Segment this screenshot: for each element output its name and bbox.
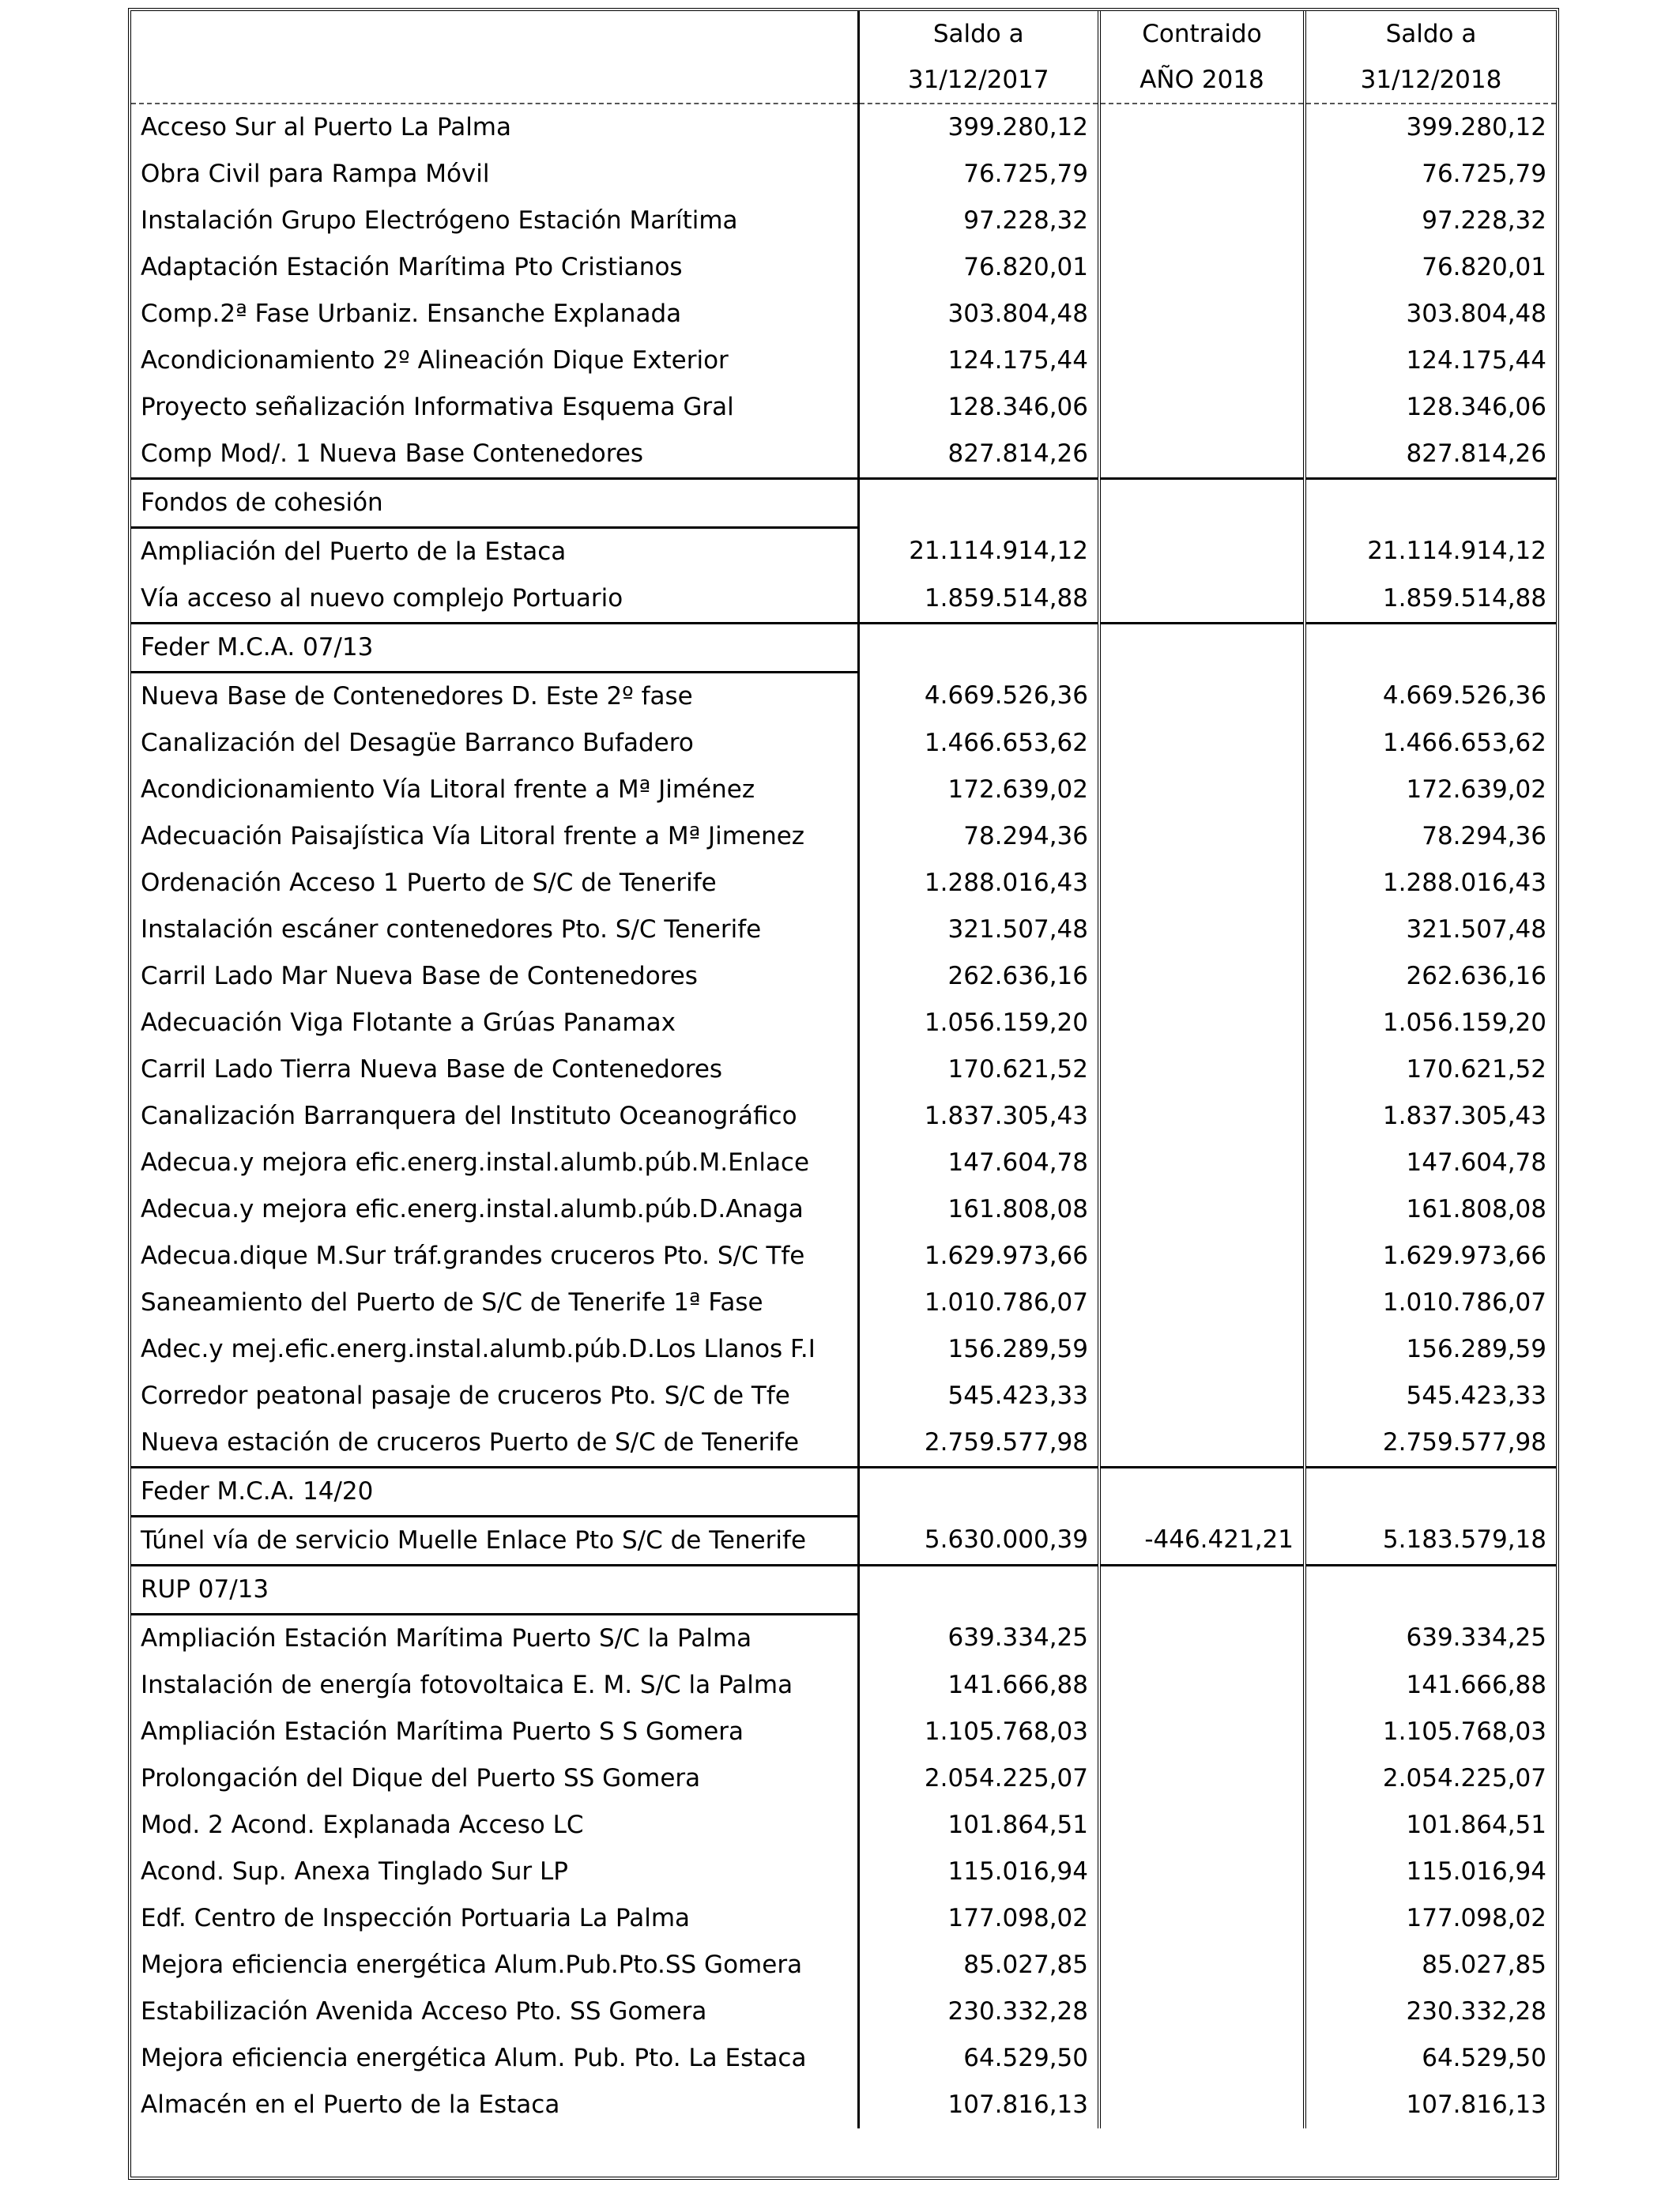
- table-row: [131, 673, 1556, 721]
- row-saldo-2018: 1.288.016,43: [1382, 868, 1546, 897]
- section-title: Feder M.C.A. 14/20: [131, 1468, 858, 1517]
- row-saldo-2017: 5.630.000,39: [858, 1517, 1099, 1566]
- row-saldo-2017: 321.507,48: [858, 907, 1099, 953]
- row-contraido-2018: -446.421,21: [1099, 1517, 1305, 1566]
- table-row: [131, 953, 1556, 1000]
- table-row: [131, 720, 1556, 767]
- section-empty-cell: [1305, 479, 1556, 528]
- row-saldo-2018: 827.814,26: [1406, 439, 1546, 468]
- header-contraido: [1099, 11, 1305, 104]
- row-name: Nueva estación de cruceros Puerto de S/C de Tenerife: [131, 1419, 858, 1468]
- row-contraido-2018: [1099, 1895, 1305, 1942]
- row-saldo-2018: 2.054.225,07: [1382, 1763, 1546, 1793]
- row-name: Comp.2ª Fase Urbaniz. Ensanche Explanada: [131, 291, 858, 337]
- row-saldo-2018: 1.859.514,88: [1382, 583, 1546, 613]
- row-contraido-2018: [1099, 384, 1305, 431]
- table-row: [131, 1849, 1556, 1895]
- row-saldo-2018: 1.466.653,62: [1382, 728, 1546, 757]
- row-saldo-2017: 1.837.305,43: [858, 1093, 1099, 1140]
- row-saldo-2018: 85.027,85: [1422, 1950, 1546, 1979]
- table-row: [131, 1517, 1556, 1566]
- row-saldo-2017: 2.054.225,07: [858, 1755, 1099, 1802]
- row-contraido-2018: [1099, 673, 1305, 721]
- table-row: [131, 244, 1556, 291]
- row-saldo-2018: 1.837.305,43: [1382, 1101, 1546, 1130]
- row-contraido-2018: [1099, 575, 1305, 624]
- table-row: [131, 1802, 1556, 1849]
- row-name: Adecuación Viga Flotante a Grúas Panamax: [131, 1000, 858, 1046]
- row-saldo-2017: 101.864,51: [858, 1802, 1099, 1849]
- table-row: [131, 907, 1556, 953]
- row-name: Edf. Centro de Inspección Portuaria La Palma: [131, 1895, 858, 1942]
- row-contraido-2018: [1099, 244, 1305, 291]
- row-name: Instalación de energía fotovoltaica E. M. S/C la Palma: [131, 1662, 858, 1709]
- row-saldo-2017: 1.859.514,88: [858, 575, 1099, 624]
- row-saldo-2018: 107.816,13: [1406, 2090, 1546, 2119]
- table-row: [131, 575, 1556, 624]
- row-name: Nueva Base de Contenedores D. Este 2º fase: [131, 673, 858, 721]
- row-name: Adec.y mej.efic.energ.instal.alumb.púb.D.Los Llanos F.I: [131, 1326, 858, 1373]
- table-row: [131, 813, 1556, 860]
- table-row: [131, 860, 1556, 907]
- row-saldo-2018: 262.636,16: [1406, 961, 1546, 990]
- row-contraido-2018: [1099, 151, 1305, 198]
- row-saldo-2018: 1.010.786,07: [1382, 1287, 1546, 1317]
- row-contraido-2018: [1099, 720, 1305, 767]
- header-saldo-2018: [1305, 11, 1556, 104]
- table-row: [131, 1186, 1556, 1233]
- row-saldo-2017: 124.175,44: [858, 337, 1099, 384]
- table-row: [131, 1942, 1556, 1989]
- row-name: Acondicionamiento 2º Alineación Dique Exterior: [131, 337, 858, 384]
- row-contraido-2018: [1099, 767, 1305, 813]
- row-saldo-2017: 78.294,36: [858, 813, 1099, 860]
- row-saldo-2018: 156.289,59: [1406, 1334, 1546, 1363]
- row-saldo-2018: 170.621,52: [1406, 1054, 1546, 1084]
- row-saldo-2017: 128.346,06: [858, 384, 1099, 431]
- row-name: Adecuación Paisajística Vía Litoral frente a Mª Jimenez: [131, 813, 858, 860]
- row-saldo-2018: 230.332,28: [1406, 1996, 1546, 2026]
- table-row: [131, 1093, 1556, 1140]
- table-row: [131, 104, 1556, 151]
- table-row: [131, 528, 1556, 576]
- row-contraido-2018: [1099, 104, 1305, 151]
- row-name: Adecua.y mejora efic.energ.instal.alumb.púb.D.Anaga: [131, 1186, 858, 1233]
- row-contraido-2018: [1099, 2082, 1305, 2128]
- section-empty-cell: [858, 1566, 1099, 1615]
- row-contraido-2018: [1099, 1280, 1305, 1326]
- row-contraido-2018: [1099, 1186, 1305, 1233]
- table-row: [131, 431, 1556, 479]
- row-saldo-2018: 21.114.914,12: [1367, 536, 1546, 565]
- row-saldo-2018: 64.529,50: [1422, 2043, 1546, 2072]
- row-saldo-2018: 147.604,78: [1406, 1148, 1546, 1177]
- row-name: Carril Lado Mar Nueva Base de Contenedores: [131, 953, 858, 1000]
- row-saldo-2017: 76.725,79: [858, 151, 1099, 198]
- row-saldo-2018: 5.183.579,18: [1382, 1525, 1546, 1554]
- table-row: [131, 1989, 1556, 2035]
- row-name: Instalación escáner contenedores Pto. S/C Tenerife: [131, 907, 858, 953]
- row-saldo-2017: 827.814,26: [858, 431, 1099, 479]
- row-contraido-2018: [1099, 1326, 1305, 1373]
- row-contraido-2018: [1099, 198, 1305, 244]
- row-saldo-2017: 141.666,88: [858, 1662, 1099, 1709]
- table-row: [131, 1419, 1556, 1468]
- row-contraido-2018: [1099, 1615, 1305, 1663]
- header-saldo-2018-line1: Saldo a: [1385, 20, 1477, 48]
- row-name: Acond. Sup. Anexa Tinglado Sur LP: [131, 1849, 858, 1895]
- row-saldo-2018: 78.294,36: [1422, 821, 1546, 850]
- row-name: Canalización Barranquera del Instituto Oceanográfico: [131, 1093, 858, 1140]
- table-row: [131, 291, 1556, 337]
- table-row: [131, 1326, 1556, 1373]
- row-saldo-2018: 545.423,33: [1406, 1381, 1546, 1410]
- section-empty-cell: [1305, 1566, 1556, 1615]
- section-empty-cell: [1305, 1468, 1556, 1517]
- row-name: Almacén en el Puerto de la Estaca: [131, 2082, 858, 2128]
- row-name: Corredor peatonal pasaje de cruceros Pto. S/C de Tfe: [131, 1373, 858, 1419]
- row-name: Acondicionamiento Vía Litoral frente a Mª Jiménez: [131, 767, 858, 813]
- row-contraido-2018: [1099, 1093, 1305, 1140]
- row-contraido-2018: [1099, 813, 1305, 860]
- section-empty-cell: [1305, 624, 1556, 673]
- row-saldo-2017: 172.639,02: [858, 767, 1099, 813]
- section-empty-cell: [858, 1468, 1099, 1517]
- row-name: Adecua.y mejora efic.energ.instal.alumb.púb.M.Enlace: [131, 1140, 858, 1186]
- row-saldo-2018: 4.669.526,36: [1382, 680, 1546, 710]
- header-saldo-2017-line1: Saldo a: [932, 20, 1024, 48]
- section-header-row: [131, 479, 1556, 528]
- row-name: Canalización del Desagüe Barranco Bufadero: [131, 720, 858, 767]
- row-saldo-2018: 321.507,48: [1406, 914, 1546, 944]
- row-name: Estabilización Avenida Acceso Pto. SS Gomera: [131, 1989, 858, 2035]
- header-blank: [131, 11, 858, 104]
- row-name: Ordenación Acceso 1 Puerto de S/C de Tenerife: [131, 860, 858, 907]
- row-name: Saneamiento del Puerto de S/C de Tenerife 1ª Fase: [131, 1280, 858, 1326]
- row-saldo-2017: 115.016,94: [858, 1849, 1099, 1895]
- row-name: Adaptación Estación Marítima Pto Cristianos: [131, 244, 858, 291]
- row-contraido-2018: [1099, 1942, 1305, 1989]
- row-saldo-2018: 639.334,25: [1406, 1623, 1546, 1652]
- row-name: Vía acceso al nuevo complejo Portuario: [131, 575, 858, 624]
- row-name: Mod. 2 Acond. Explanada Acceso LC: [131, 1802, 858, 1849]
- header-contraido-line2: AÑO 2018: [1139, 66, 1264, 94]
- row-saldo-2018: 2.759.577,98: [1382, 1427, 1546, 1457]
- header-saldo-2018-line2: 31/12/2018: [1360, 66, 1502, 94]
- row-contraido-2018: [1099, 1140, 1305, 1186]
- row-saldo-2018: 141.666,88: [1406, 1670, 1546, 1699]
- row-saldo-2017: 399.280,12: [858, 104, 1099, 151]
- table-row: [131, 1046, 1556, 1093]
- row-saldo-2018: 1.629.973,66: [1382, 1241, 1546, 1270]
- table-row: [131, 1709, 1556, 1755]
- row-saldo-2017: 85.027,85: [858, 1942, 1099, 1989]
- row-saldo-2017: 97.228,32: [858, 198, 1099, 244]
- row-contraido-2018: [1099, 2035, 1305, 2082]
- row-name: Ampliación Estación Marítima Puerto S S Gomera: [131, 1709, 858, 1755]
- table-row: [131, 1233, 1556, 1280]
- table-row: [131, 1615, 1556, 1663]
- row-saldo-2017: 1.056.159,20: [858, 1000, 1099, 1046]
- section-title: Fondos de cohesión: [131, 479, 858, 528]
- row-saldo-2018: 1.105.768,03: [1382, 1717, 1546, 1746]
- row-saldo-2018: 172.639,02: [1406, 775, 1546, 804]
- row-contraido-2018: [1099, 1662, 1305, 1709]
- row-saldo-2017: 107.816,13: [858, 2082, 1099, 2128]
- table-row: [131, 198, 1556, 244]
- row-saldo-2017: 156.289,59: [858, 1326, 1099, 1373]
- row-contraido-2018: [1099, 1419, 1305, 1468]
- row-contraido-2018: [1099, 337, 1305, 384]
- row-saldo-2017: 4.669.526,36: [858, 673, 1099, 721]
- row-name: Comp Mod/. 1 Nueva Base Contenedores: [131, 431, 858, 479]
- row-name: Obra Civil para Rampa Móvil: [131, 151, 858, 198]
- table-row: [131, 2082, 1556, 2128]
- row-saldo-2017: 1.105.768,03: [858, 1709, 1099, 1755]
- row-saldo-2017: 303.804,48: [858, 291, 1099, 337]
- row-saldo-2018: 128.346,06: [1406, 392, 1546, 421]
- row-contraido-2018: [1099, 528, 1305, 576]
- row-contraido-2018: [1099, 1000, 1305, 1046]
- section-header-row: [131, 1468, 1556, 1517]
- row-name: Carril Lado Tierra Nueva Base de Contenedores: [131, 1046, 858, 1093]
- row-name: Ampliación del Puerto de la Estaca: [131, 528, 858, 576]
- row-name: Proyecto señalización Informativa Esquema Gral: [131, 384, 858, 431]
- row-saldo-2017: 639.334,25: [858, 1615, 1099, 1663]
- table-row: [131, 1895, 1556, 1942]
- row-saldo-2017: 170.621,52: [858, 1046, 1099, 1093]
- header-saldo-2017: [858, 11, 1099, 104]
- table-row: [131, 1000, 1556, 1046]
- row-saldo-2018: 303.804,48: [1406, 299, 1546, 328]
- row-saldo-2017: 230.332,28: [858, 1989, 1099, 2035]
- row-contraido-2018: [1099, 1989, 1305, 2035]
- row-name: Mejora eficiencia energética Alum.Pub.Pto.SS Gomera: [131, 1942, 858, 1989]
- row-name: Acceso Sur al Puerto La Palma: [131, 104, 858, 151]
- row-saldo-2017: 147.604,78: [858, 1140, 1099, 1186]
- row-name: Adecua.dique M.Sur tráf.grandes cruceros Pto. S/C Tfe: [131, 1233, 858, 1280]
- row-saldo-2017: 161.808,08: [858, 1186, 1099, 1233]
- table-row: [131, 2035, 1556, 2082]
- table-row: [131, 1140, 1556, 1186]
- header-row: [131, 11, 1556, 104]
- row-name: Túnel vía de servicio Muelle Enlace Pto S/C de Tenerife: [131, 1517, 858, 1566]
- section-title: RUP 07/13: [131, 1566, 858, 1615]
- table-row: [131, 337, 1556, 384]
- row-saldo-2017: 1.288.016,43: [858, 860, 1099, 907]
- row-contraido-2018: [1099, 860, 1305, 907]
- row-saldo-2017: 1.010.786,07: [858, 1280, 1099, 1326]
- row-saldo-2017: 545.423,33: [858, 1373, 1099, 1419]
- row-contraido-2018: [1099, 1046, 1305, 1093]
- section-empty-cell: [1099, 1566, 1305, 1615]
- row-saldo-2017: 64.529,50: [858, 2035, 1099, 2082]
- row-contraido-2018: [1099, 1373, 1305, 1419]
- table-row: [131, 1373, 1556, 1419]
- section-header-row: [131, 1566, 1556, 1615]
- row-saldo-2018: 101.864,51: [1406, 1810, 1546, 1839]
- table-row: [131, 1280, 1556, 1326]
- table-row: [131, 1755, 1556, 1802]
- section-header-row: [131, 624, 1556, 673]
- row-contraido-2018: [1099, 1755, 1305, 1802]
- row-name: Instalación Grupo Electrógeno Estación Marítima: [131, 198, 858, 244]
- row-contraido-2018: [1099, 1709, 1305, 1755]
- row-saldo-2017: 21.114.914,12: [858, 528, 1099, 576]
- row-saldo-2017: 1.466.653,62: [858, 720, 1099, 767]
- row-name: Ampliación Estación Marítima Puerto S/C la Palma: [131, 1615, 858, 1663]
- row-saldo-2018: 1.056.159,20: [1382, 1008, 1546, 1037]
- row-contraido-2018: [1099, 431, 1305, 479]
- row-contraido-2018: [1099, 291, 1305, 337]
- row-saldo-2017: 1.629.973,66: [858, 1233, 1099, 1280]
- row-saldo-2018: 124.175,44: [1406, 345, 1546, 375]
- section-title: Feder M.C.A. 07/13: [131, 624, 858, 673]
- section-empty-cell: [1099, 624, 1305, 673]
- row-saldo-2018: 399.280,12: [1406, 112, 1546, 141]
- balance-grid: [131, 11, 1556, 2128]
- header-contraido-line1: Contraido: [1142, 20, 1262, 48]
- row-saldo-2018: 177.098,02: [1406, 1903, 1546, 1932]
- row-contraido-2018: [1099, 953, 1305, 1000]
- row-contraido-2018: [1099, 1849, 1305, 1895]
- row-saldo-2018: 76.725,79: [1422, 159, 1546, 188]
- row-saldo-2018: 76.820,01: [1422, 252, 1546, 281]
- table-row: [131, 1662, 1556, 1709]
- header-saldo-2017-line2: 31/12/2017: [907, 66, 1049, 94]
- row-saldo-2017: 76.820,01: [858, 244, 1099, 291]
- section-empty-cell: [1099, 479, 1305, 528]
- table-row: [131, 767, 1556, 813]
- table-row: [131, 151, 1556, 198]
- row-saldo-2018: 161.808,08: [1406, 1194, 1546, 1223]
- table-row: [131, 384, 1556, 431]
- row-contraido-2018: [1099, 907, 1305, 953]
- row-saldo-2017: 2.759.577,98: [858, 1419, 1099, 1468]
- row-saldo-2018: 97.228,32: [1422, 205, 1546, 235]
- section-empty-cell: [858, 479, 1099, 528]
- row-contraido-2018: [1099, 1233, 1305, 1280]
- row-name: Prolongación del Dique del Puerto SS Gomera: [131, 1755, 858, 1802]
- row-saldo-2018: 115.016,94: [1406, 1857, 1546, 1886]
- section-empty-cell: [858, 624, 1099, 673]
- row-saldo-2017: 177.098,02: [858, 1895, 1099, 1942]
- section-empty-cell: [1099, 1468, 1305, 1517]
- row-contraido-2018: [1099, 1802, 1305, 1849]
- row-name: Mejora eficiencia energética Alum. Pub. Pto. La Estaca: [131, 2035, 858, 2082]
- balance-table: [128, 8, 1559, 2180]
- row-saldo-2017: 262.636,16: [858, 953, 1099, 1000]
